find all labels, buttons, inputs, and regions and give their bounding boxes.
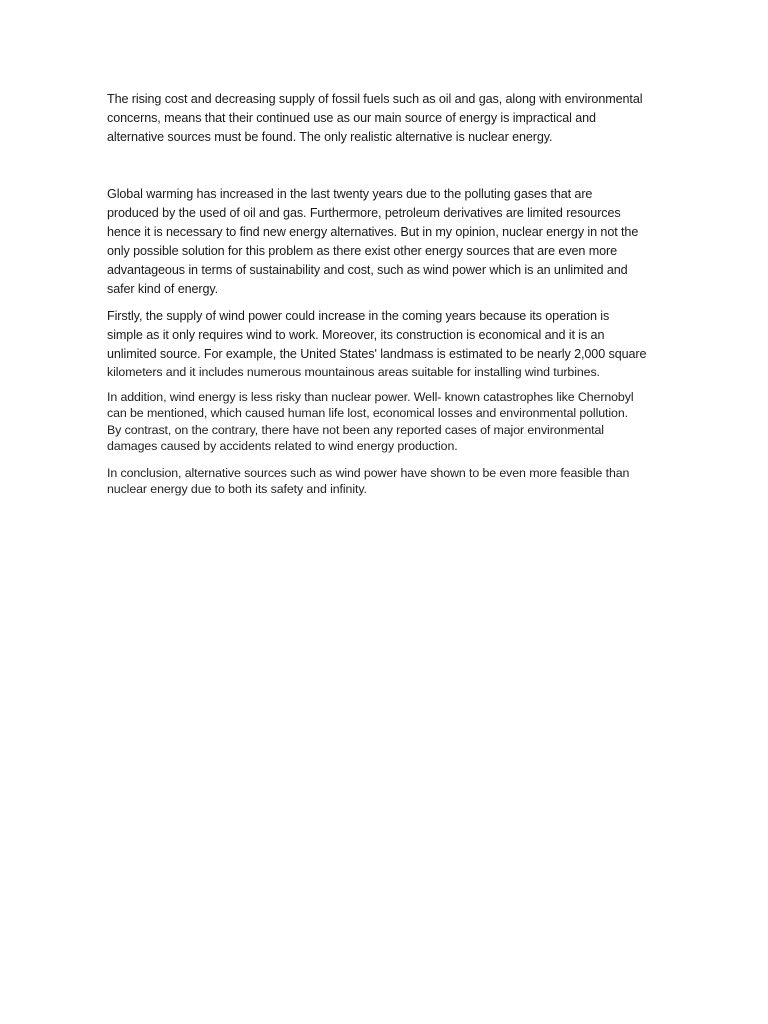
text-line: safer kind of energy.	[107, 282, 219, 296]
text-line: kilometers and it includes numerous mountainous areas suitable for installing wind turbines.	[107, 365, 600, 379]
text-line: concerns, means that their continued use as our main source of energy is impractical and	[107, 111, 596, 125]
text-line: only possible solution for this problem as there exist other energy sources that are even more	[107, 244, 618, 258]
text-line: By contrast, on the contrary, there have not been any reported cases of major environmental	[107, 422, 604, 437]
text-line: unlimited source. For example, the United States' landmass is estimated to be nearly 2,000 square	[107, 347, 647, 361]
text-line: simple as it only requires wind to work. Moreover, its construction is economical and it is an	[107, 328, 605, 342]
text-line: Firstly, the supply of wind power could increase in the coming years because its operation is	[107, 309, 610, 323]
paragraph-intro	[107, 90, 667, 147]
essay-body	[107, 90, 667, 498]
text-line: hence it is necessary to find new energy alternatives. But in my opinion, nuclear energy in not the	[107, 225, 639, 239]
text-line: The rising cost and decreasing supply of fossil fuels such as oil and gas, along with environmental	[107, 92, 643, 106]
text-line: produced by the used of oil and gas. Furthermore, petroleum derivatives are limited resources	[107, 206, 621, 220]
text-line: In addition, wind energy is less risky than nuclear power. Well- known catastrophes like Chernobyl	[107, 389, 634, 404]
text-line: can be mentioned, which caused human life lost, economical losses and environmental pollution.	[107, 406, 628, 420]
text-line: Global warming has increased in the last twenty years due to the polluting gases that are	[107, 187, 593, 201]
paragraph-conclusion	[107, 465, 667, 498]
paragraph-supply	[107, 307, 667, 381]
text-line: In conclusion, alternative sources such as wind power have shown to be even more feasible than	[107, 465, 630, 480]
text-line: damages caused by accidents related to wind energy production.	[107, 439, 458, 453]
paragraph-thesis	[107, 185, 667, 299]
paragraph-risk	[107, 389, 667, 455]
text-line: nuclear energy due to both its safety and infinity.	[107, 482, 367, 496]
text-line: alternative sources must be found. The only realistic alternative is nuclear energy.	[107, 130, 553, 144]
text-line: advantageous in terms of sustainability and cost, such as wind power which is an unlimited and	[107, 263, 628, 277]
